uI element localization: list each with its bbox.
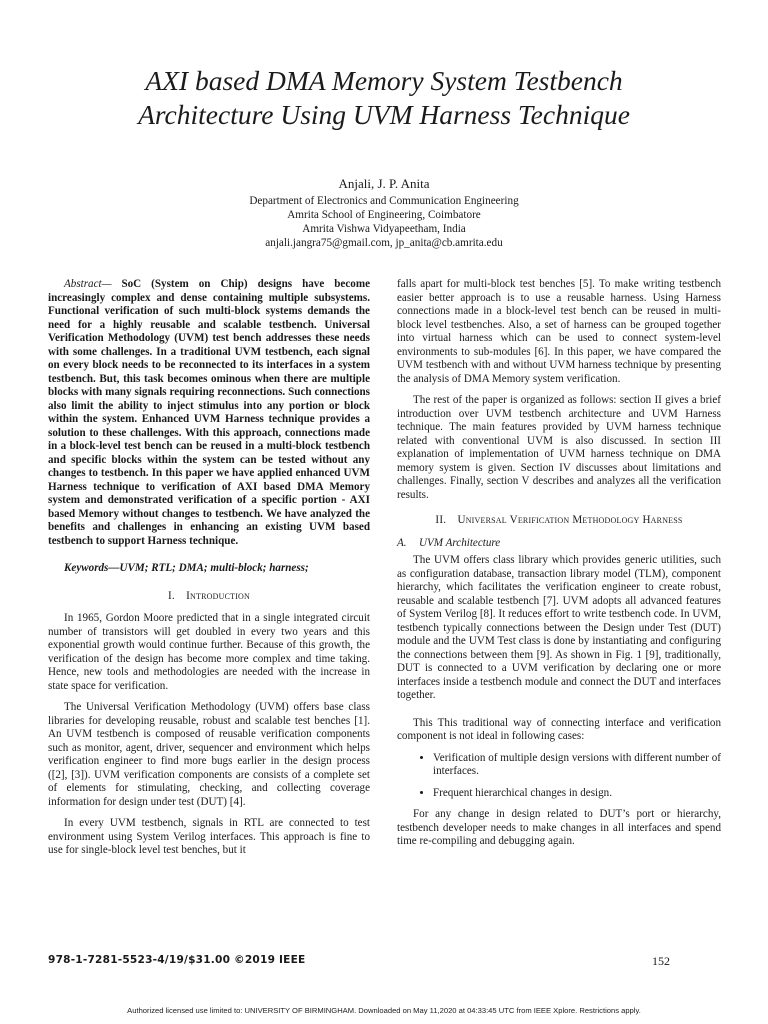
intro-paragraph-3: In every UVM testbench, signals in RTL are connected to test environment using System Verilog interfaces. This approach is fine to use for single-block level test benches, but it <box>48 817 370 856</box>
bullet-list <box>397 752 721 801</box>
abstract-label: Abstract— <box>64 278 112 290</box>
section-heading-uvm-harness: II. Universal Verification Methodology Harness <box>435 514 683 526</box>
right-column <box>397 278 721 857</box>
author-emails: anjali.jangra75@gmail.com, jp_anita@cb.amrita.edu <box>265 237 503 249</box>
left-column <box>48 278 370 866</box>
uvm-paragraph-1: The UVM offers class library which provides generic utilities, such as configuration database, transaction library model (TLM), component hierarchy, which facilitates the verification engineer to create robust, reusable and scalable testbench [7]. UVM adopts all advanced features of System Verilog [8]. It reduces effort to write testbench code. In UVM, testbench typically connections between the Design under Test (DUT) module and the UVM Test class is done by instantiating and configuring the connections between them [9]. As shown in Fig. 1 [9], traditionally, DUT is connected to a UVM verification by declaring one or more interfaces inside a testbench module and connect the DUT and interfaces together. <box>397 554 721 701</box>
isbn-copyright: 978-1-7281-5523-4/19/$31.00 ©2019 IEEE <box>48 954 306 966</box>
keywords: Keywords—UVM; RTL; DMA; multi-block; harness; <box>64 562 309 574</box>
list-item: • Frequent hierarchical changes in design. <box>433 787 721 801</box>
title-line-1: AXI based DMA Memory System Testbench <box>145 65 623 96</box>
affiliation-university: Amrita Vishwa Vidyapeetham, India <box>302 223 466 235</box>
intro-paragraph-4: falls apart for multi-block test benches [5]. To make writing testbench easier better approach is to use a reusable harness. Using Harness connections made in a block-level test bench can be reused in multi-block level testbenches. Also, a set of harness can be grouped together into virtual harness which can be used to connect system-level environments to sub-modules [6]. In this paper, we have compared the UVM testbench with and without UVM harness technique by presenting the analysis of DMA Memory system verification. <box>397 278 721 385</box>
affiliation-school: Amrita School of Engineering, Coimbatore <box>287 209 481 221</box>
section-heading-introduction: I. Introduction <box>167 589 251 602</box>
license-notice: Authorized licensed use limited to: UNIVERSITY OF BIRMINGHAM. Downloaded on May 11,2020 at 04:33:45 UTC from IEEE Xplore. Restrictions apply. <box>127 1006 641 1015</box>
uvm-paragraph-2: This This traditional way of connecting interface and verification component is not ideal in following cases: <box>397 716 721 742</box>
list-item: • Verification of multiple design versions with different number of interfaces. <box>433 752 721 779</box>
subsection-number: A. <box>397 536 407 549</box>
affiliation-dept: Department of Electronics and Communication Engineering <box>249 195 519 207</box>
title-line-2: Architecture Using UVM Harness Technique <box>138 99 630 130</box>
author-list: Anjali, J. P. Anita <box>338 176 430 191</box>
abstract-text: SoC (System on Chip) designs have become increasingly complex and dense containing multiple subsystems. Functional verification of such multi-block systems demands the need for a highly reusable and scalable testbench. Universal Verification Methodology (UVM) test bench addresses these needs with some challenges. In a traditional UVM testbench, each signal on every block needs to be reconnected to its interfaces in a system testbench. But, this task becomes ominous when there are multiple blocks with many signals requiring reconnections. Such connections also limit the ability to inject stimulus into any portion or block within the system. Enhanced UVM Harness technique provides a solution to these challenges. With this approach, connections made in a block-level test bench can be reused in a multi-block testbench and specific blocks within the system can be tested without any changes to testbench. In this paper we have applied enhanced UVM Harness technique to verification of AXI based DMA Memory system and demonstrated verification of a specific portion - AXI based Memory without changes to testbench. We have analyzed the benefits and challenges in enhancing an existing UVM based testbench to support Harness technique. <box>48 278 370 547</box>
page-number: 152 <box>652 954 670 968</box>
affiliation-block <box>0 194 768 250</box>
paper-title <box>0 64 768 132</box>
abstract <box>48 278 370 548</box>
subsection-title: UVM Architecture <box>419 536 501 549</box>
intro-paragraph-1: In 1965, Gordon Moore predicted that in a single integrated circuit number of transistors will get doubled in every two years and this exponential growth would continue further. Because of this growth, the verification of the design has become more complex and time taking. Hence, new tools and methodologies are needed with the increase in state space for verification. <box>48 612 370 692</box>
uvm-paragraph-3: For any change in design related to DUT’s port or hierarchy, testbench developer needs to make changes in all interfaces and spend time re-compiling and debugging again. <box>397 808 721 847</box>
intro-paragraph-2: The Universal Verification Methodology (UVM) offers base class libraries for developing reusable, robust and scalable test benches [1]. An UVM testbench is composed of reusable verification components such as monitor, agent, driver, sequencer and environment which helps verification engineer to find more bugs earlier in the design process ([2], [3]). UVM verification components are consists of a complete set of elements for stimulating, checking, and collecting coverage information for design under test (DUT) [4]. <box>48 701 370 808</box>
subsection-heading-uvm-architecture <box>397 537 721 551</box>
intro-paragraph-5: The rest of the paper is organized as follows: section II gives a brief introduction over UVM testbench architecture and UVM Harness technique. The main features provided by UVM harness technique related with conventional UVM is also discussed. In section III explanation of implementation of UVM harness technique on DMA memory system is given. Section IV discusses about limitations and challenges. Finally, section V describes and analyzes all the verification results. <box>397 394 721 501</box>
